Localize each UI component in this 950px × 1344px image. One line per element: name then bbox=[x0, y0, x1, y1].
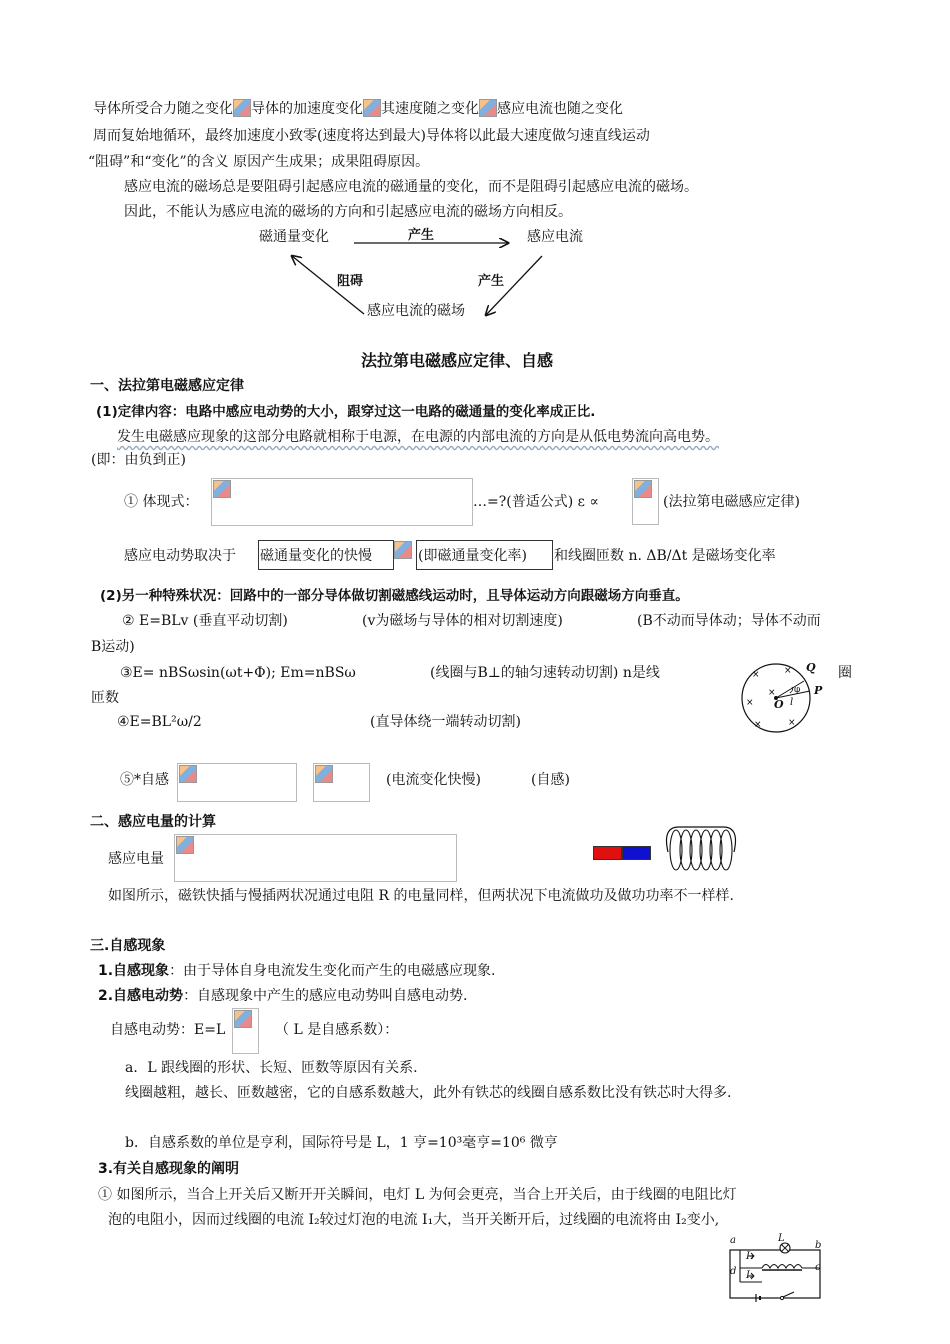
diagram-left-label: 磁通量变化 bbox=[259, 229, 329, 245]
text-segment: 感应电流也随之变化 bbox=[497, 101, 623, 117]
self-induction-item-2 bbox=[98, 986, 468, 1006]
law-statement: (1)定律内容：电路中感应电动势的大小，跟穿过这一电路的磁通量的变化率成正比. bbox=[96, 404, 596, 420]
self-induction-item-3: 3.有关自感现象的阐明 bbox=[98, 1161, 240, 1177]
formula-suffix: (法拉第电磁感应定律) bbox=[663, 494, 800, 510]
charge-formula-box bbox=[174, 834, 457, 882]
circuit-label-l: L bbox=[778, 1233, 785, 1244]
image-placeholder-icon bbox=[234, 1010, 252, 1028]
formula-mid: …=?(普适公式) ε ∝ bbox=[473, 494, 599, 510]
formula-3-note: (线圈与B⊥的轴匀速转动切割) n是线 bbox=[430, 665, 660, 681]
self-emf-prefix: 自感电动势：E=L bbox=[110, 1022, 226, 1038]
magnet-north bbox=[593, 846, 622, 860]
explanation-line-1: ① 如图所示，当合上开关后又断开开关瞬间，电灯 L 为何会更亮，当合上开关后，由于线圈的电阻比灯 bbox=[98, 1187, 737, 1203]
image-placeholder-icon bbox=[315, 765, 333, 783]
circuit-label-i1: I₁ bbox=[746, 1251, 754, 1262]
diagram-arrow-right-label: 产生 bbox=[478, 274, 505, 289]
circuit-figure bbox=[726, 1232, 826, 1304]
depend-prefix: 感应电动势取决于 bbox=[124, 548, 236, 564]
image-placeholder-icon bbox=[634, 480, 652, 498]
text-segment: 导体的加速度变化 bbox=[251, 101, 363, 117]
formula-3: ③E= nBSωsin(ωt+Φ); Em=nBSω bbox=[120, 665, 356, 681]
circuit-label-a: a bbox=[730, 1235, 736, 1246]
note-a-detail: 线圈越粗，越长、匝数越密，它的自感系数越大，此外有铁芯的线圈自感系数比没有铁芯时大得多. bbox=[125, 1085, 732, 1101]
svg-text:×: × bbox=[754, 720, 762, 730]
image-placeholder-icon bbox=[213, 480, 231, 498]
image-placeholder-icon bbox=[179, 765, 197, 783]
formula-5-note: (电流变化快慢) bbox=[386, 772, 481, 788]
diagram-bottom-label: 感应电流的磁场 bbox=[367, 303, 465, 319]
formula-4-note: (直导体绕一端转动切割) bbox=[370, 714, 521, 730]
intro-line-3: “阻碍”和“变化”的含义 原因产生成果；成果阻碍原因。 bbox=[88, 154, 430, 170]
image-placeholder-icon bbox=[176, 836, 194, 854]
intro-line-4: 感应电流的磁场总是要阻碍引起感应电流的磁通量的变化，而不是阻碍引起感应电流的磁场。 bbox=[124, 179, 698, 195]
section2-heading: 二、感应电量的计算 bbox=[90, 814, 216, 830]
circle-label-q: Q bbox=[806, 661, 816, 674]
emf-source-note: (即：由负到正) bbox=[91, 452, 186, 468]
formula-3-extra: 圈 bbox=[838, 665, 852, 681]
formula-2-note: (v为磁场与导体的相对切割速度) bbox=[362, 613, 563, 629]
charge-paragraph: 如图所示，磁铁快插与慢插两状况通过电阻 R 的电量同样，但两状况下电流做功及做功功率不一样样. bbox=[108, 888, 734, 904]
section1-heading: 一、法拉第电磁感应定律 bbox=[90, 378, 244, 394]
diagram-arrows bbox=[0, 0, 950, 360]
diagram-right-label: 感应电流 bbox=[527, 229, 583, 245]
page-title: 法拉第电磁感应定律、自感 bbox=[361, 351, 554, 370]
item-text: ：自感现象中产生的感应电动势叫自感电动势. bbox=[183, 988, 468, 1004]
svg-text:×: × bbox=[746, 698, 754, 708]
intro-line-5: 因此，不能认为感应电流的磁场的方向和引起感应电流的磁场方向相反。 bbox=[124, 204, 572, 220]
magnet-south bbox=[622, 846, 651, 860]
svg-text:×: × bbox=[788, 718, 796, 728]
note-b: b．自感系数的单位是亨利，国际符号是 L，1 亨=10³毫亨=10⁶ 微亨 bbox=[125, 1135, 558, 1151]
circuit-label-b: b bbox=[815, 1240, 822, 1251]
formula-5-note-2: (自感) bbox=[531, 772, 570, 788]
self-emf-suffix: （ L 是自感系数）： bbox=[275, 1022, 399, 1038]
depend-box-2-text: (即磁通量变化率) bbox=[418, 548, 527, 564]
text-segment: 导体所受合力随之变化 bbox=[93, 101, 233, 117]
circuit-label-d: d bbox=[730, 1266, 737, 1277]
diagram-arrow-left-label: 阻碍 bbox=[337, 274, 364, 289]
formula-5: ⑤*自感 bbox=[120, 772, 169, 788]
formula-prefix: ① 体现式： bbox=[124, 494, 199, 510]
formula-3-extra-2: 匝数 bbox=[91, 690, 119, 706]
section3-heading: 三.自感现象 bbox=[90, 938, 166, 954]
item-text: ：由于导体自身电流发生变化而产生的电磁感应现象. bbox=[169, 963, 496, 979]
item-label: 1.自感现象 bbox=[98, 963, 170, 979]
explanation-line-2: 泡的电阻小，因而过线圈的电流 I₂较过灯泡的电流 I₁大，当开关断开后，过线圈的电流将由 I₂变小, bbox=[108, 1212, 720, 1228]
diagram-arrow-top-label: 产生 bbox=[408, 228, 435, 243]
circuit-label-c: c bbox=[815, 1262, 821, 1273]
circle-label-l: l bbox=[790, 697, 794, 708]
intro-line-2: 周而复始地循环，最终加速度小致零(速度将达到最大)导体将以此最大速度做匀速直线运动 bbox=[93, 128, 650, 144]
circle-label-o: O bbox=[774, 698, 784, 711]
coil-figure bbox=[660, 822, 742, 874]
note-a: a．L 跟线圈的形状、长短、匝数等原因有关系. bbox=[125, 1060, 418, 1076]
formula-2-extra-2: B运动) bbox=[91, 639, 135, 655]
image-placeholder-icon bbox=[394, 541, 412, 559]
text-segment: 其速度随之变化 bbox=[381, 101, 479, 117]
emf-source-paragraph: 发生电磁感应现象的这部分电路就相称于电源，在电源的内部电流的方向是从低电势流向高电势。 bbox=[117, 429, 719, 445]
svg-text:×: × bbox=[752, 670, 760, 680]
formula-box bbox=[211, 478, 473, 526]
circle-label-phi: φ bbox=[794, 685, 801, 695]
depend-box-1-text: 磁通量变化的快慢 bbox=[260, 548, 372, 564]
self-induction-item-1 bbox=[98, 961, 496, 981]
item-label: 2.自感电动势 bbox=[98, 988, 184, 1004]
depend-suffix: 和线圈匝数 n. ΔB/Δt 是磁场变化率 bbox=[554, 548, 776, 564]
circle-label-p: P bbox=[814, 684, 823, 697]
formula-2: ② E=BLv (垂直平动切割) bbox=[122, 613, 288, 629]
circuit-label-i2: I₂ bbox=[746, 1270, 754, 1281]
formula-2-extra: (B不动而导体动；导体不动而 bbox=[637, 613, 821, 629]
svg-text:×: × bbox=[768, 688, 776, 698]
svg-text:×: × bbox=[784, 666, 792, 676]
charge-label: 感应电量 bbox=[108, 851, 164, 867]
special-case: (2)另一种特殊状况：回路中的一部分导体做切割磁感线运动时，且导体运动方向跟磁场方向垂直。 bbox=[100, 588, 689, 604]
formula-4: ④E=BL²ω/2 bbox=[117, 714, 202, 730]
